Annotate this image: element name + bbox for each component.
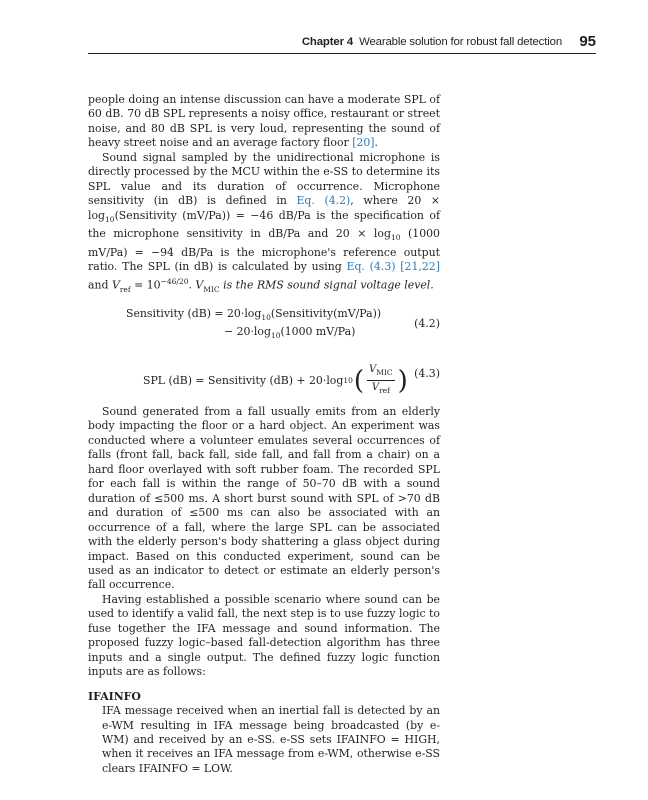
main-text xyxy=(88,93,440,776)
fraction-denominator xyxy=(372,381,390,398)
p2-text-e: and xyxy=(88,278,112,292)
vref-sub: ref xyxy=(119,284,131,294)
eq-4-2-line-2 xyxy=(224,325,355,344)
eq-4-2-link[interactable]: Eq. (4.2) xyxy=(296,194,351,208)
page-number: 95 xyxy=(579,33,596,50)
p2-sub-c: 10 xyxy=(390,233,401,243)
den-sub: ref xyxy=(379,386,390,396)
running-header xyxy=(88,35,596,55)
equation-4-2 xyxy=(88,307,440,351)
eq-4-2-l2-tail: (1000 mV/Pa) xyxy=(280,325,356,339)
p2-text-g: . xyxy=(188,278,196,292)
eq-4-2-line-1 xyxy=(126,307,381,326)
chapter-label: Chapter 4 xyxy=(301,36,354,48)
num-v: V xyxy=(369,364,377,376)
header-rule xyxy=(88,53,596,54)
eq-4-3-fraction xyxy=(367,363,395,399)
left-paren: ( xyxy=(353,365,365,396)
term-heading: IFAINFO xyxy=(88,689,141,703)
eq-4-2-l2-a: − 20·log xyxy=(224,325,271,339)
header-text xyxy=(302,36,562,48)
p2-text-h: is the RMS sound signal voltage level. xyxy=(219,278,434,292)
equation-number: (4.3) xyxy=(414,367,440,381)
paragraph-4: Having established a possible scenario where sound can be used to identify a valid fall, the next step is to use fuzzy logic to fuse together the IFA message and sound information. The proposed fuzzy logic–based fall-detection algorithm has three inputs and a single output. The defined fuzzy logic function inputs are as follows: xyxy=(88,592,440,679)
paragraph-1-text: people doing an intense discussion can have a moderate SPL of 60 dB. 70 dB SPL represents a noisy office, restaurant or street noise, and 80 dB SPL is very loud, representing the sound of heavy street noise and an average factory floor xyxy=(88,93,440,150)
p2-text-f: = 10 xyxy=(130,278,161,292)
p2-sub-b: 10 xyxy=(105,214,115,224)
eq-4-3-lhs-sub: 10 xyxy=(343,375,353,385)
citation-link[interactable]: [20] xyxy=(352,136,375,150)
eq-4-3-lhs: SPL (dB) = Sensitivity (dB) + 20·log xyxy=(143,373,344,387)
eq-4-2-l1-a: Sensitivity (dB) = 20·log xyxy=(126,307,262,321)
eq-4-3-link[interactable]: Eq. (4.3) xyxy=(346,260,396,274)
eq-4-2-l1-sub: 10 xyxy=(261,313,271,323)
p2-text-a: Sound signal sampled by the unidirectional microphone is directly processed by the MCU within the e-SS to determine its SPL value and its duration of occurrence. Microphone sensitivity (in dB) is defined in xyxy=(88,150,440,208)
p2-text-c: (Sensitivity (mV/Pa)) = −46 dB/Pa is the specification of the microphone sensitivity in dB/Pa and 20 × log xyxy=(88,208,440,241)
eq-4-2-l2-sub: 10 xyxy=(270,331,281,341)
p2-text-b: , where 20 × log xyxy=(88,194,441,222)
num-sub: MIC xyxy=(376,368,393,378)
citation-link[interactable]: [21,22] xyxy=(400,260,440,274)
eq-4-2-l1-tail: (Sensitivity(mV/Pa)) xyxy=(270,307,382,321)
vmic-symbol: V xyxy=(195,278,204,292)
chapter-title: Wearable solution for robust fall detection xyxy=(359,36,562,48)
vref-symbol: V xyxy=(111,278,120,292)
equation-4-3 xyxy=(88,357,440,397)
den-v: V xyxy=(371,382,380,394)
equation-number: (4.2) xyxy=(414,317,440,331)
eq-4-3-body xyxy=(143,363,409,399)
right-paren: ) xyxy=(397,365,408,396)
p2-sup: −46/20 xyxy=(160,276,189,286)
p2-text-d: (1000 mV/Pa) = −94 dB/Pa is the microphone's reference output ratio. The SPL (in dB) is calculated by using xyxy=(88,227,440,274)
fraction-numerator xyxy=(367,363,395,381)
term-definition: IFA message received when an inertial fall is detected by an e-WM resulting in IFA message being broadcasted (by e-WM) and received by an e-SS. e-SS sets IFAINFO = HIGH, when it receives an IFA message from e-WM, otherwise e-SS clears IFAINFO = LOW. xyxy=(102,704,440,775)
paragraph-1: people doing an intense discussion can have a moderate SPL of 60 dB. 70 dB SPL represents a noisy office, restaurant or street noise, and 80 dB SPL is very loud, representing the sound of heavy street noise and an average factory floor [20]. xyxy=(88,93,440,150)
paragraph-2 xyxy=(88,151,440,297)
vmic-sub: MIC xyxy=(203,284,220,294)
paragraph-3: Sound generated from a fall usually emits from an elderly body impacting the floor or a hard object. An experiment was conducted where a volunteer emulates several occurrences of falls (front fall, back fall, side fall, and fall from a chair) on a hard floor overlayed with soft rubber foam. The recorded SPL for each fall is within the range of 50–70 dB with a sound duration of ≤500 ms. A short burst sound with SPL of >70 dB and duration of ≤500 ms can also be associated with an occurrence of a fall, where the large SPL can be associated with the elderly person's body shattering a glass object during impact. Based on this conducted experiment, sound can be used as an indicator to detect or estimate an elderly person's fall occurrence. xyxy=(88,405,440,592)
